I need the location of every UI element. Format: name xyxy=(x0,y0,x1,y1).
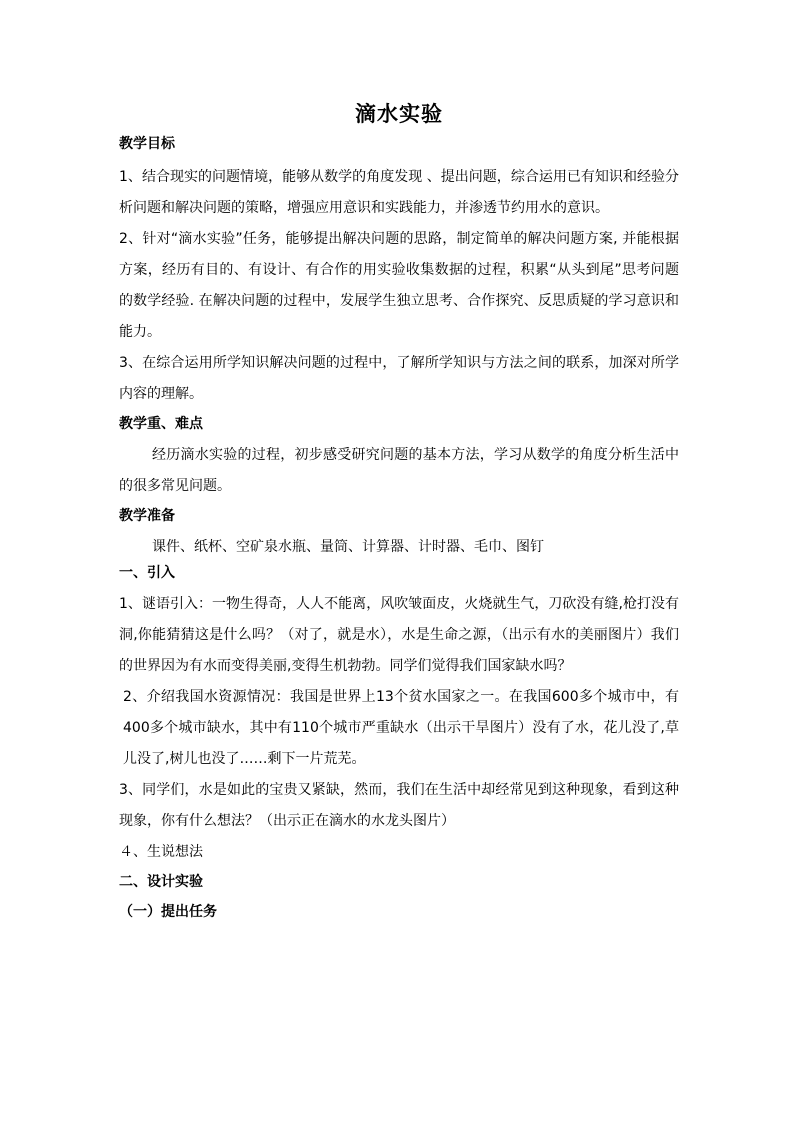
section-heading-objectives: 教学目标 xyxy=(119,136,175,152)
keypoints-paragraph: 经历滴水实验的过程，初步感受研究问题的基本方法，学习从数学的角度分析生活中的很多常见问题。 xyxy=(119,447,679,494)
section-heading-introduction: 一、引入 xyxy=(119,565,175,581)
introduction-3-paragraph: 3、同学们，水是如此的宝贵又紧缺，然而，我们在生活中却经常见到这种现象，看到这种现象，你有什么想法？（出示正在滴水的水龙头图片） xyxy=(119,782,679,829)
subsection-heading-task: （一）提出任务 xyxy=(119,904,217,920)
introduction-1-paragraph: 1、谜语引入：一物生得奇，人人不能离，风吹皱面皮，火烧就生气，刀砍没有缝,枪打没有洞,你能猜猜这是什么吗？（对了，就是水），水是生命之源，（出示有水的美丽图片）我们的世界因为有水而变得美丽,变得生机勃勃。同学们觉得我们国家缺水吗？ xyxy=(119,596,679,674)
introduction-4-paragraph: ４、生说想法 xyxy=(119,844,203,860)
section-heading-preparation: 教学准备 xyxy=(119,508,175,524)
preparation-paragraph: 课件、纸杯、空矿泉水瓶、量筒、计算器、计时器、毛巾、图钉 xyxy=(152,539,544,555)
objective-2-paragraph: 2、针对“滴水实验”任务，能够提出解决问题的思路，制定简单的解决问题方案, 并能根据方案，经历有目的、有设计、有合作的用实验收集数据的过程，积累“从头到尾”思考问题的数学经验. 在解决问题的过程中，发展学生独立思考、合作探究、反思质疑的学习意识和能力。 xyxy=(119,231,679,340)
document-body xyxy=(119,100,679,930)
document-title: 滴水实验 xyxy=(355,102,443,126)
section-heading-design: 二、设计实验 xyxy=(119,874,203,890)
introduction-2-paragraph: 2、介绍我国水资源情况：我国是世界上13个贫水国家之一。在我国600多个城市中，有400多个城市缺水，其中有110个城市严重缺水（出示干旱图片）没有了水，花儿没了,草儿没了,树儿也没了……剩下一片荒芜。 xyxy=(123,689,679,767)
objective-3-paragraph: 3、在综合运用所学知识解决问题的过程中，了解所学知识与方法之间的联系，加深对所学内容的理解。 xyxy=(119,355,679,402)
section-heading-keypoints: 教学重、难点 xyxy=(119,416,203,432)
objective-1-paragraph: 1、结合现实的问题情境，能够从数学的角度发现 、提出问题，综合运用已有知识和经验分析问题和解决问题的策略，增强应用意识和实践能力，并渗透节约用水的意识。 xyxy=(119,169,679,216)
